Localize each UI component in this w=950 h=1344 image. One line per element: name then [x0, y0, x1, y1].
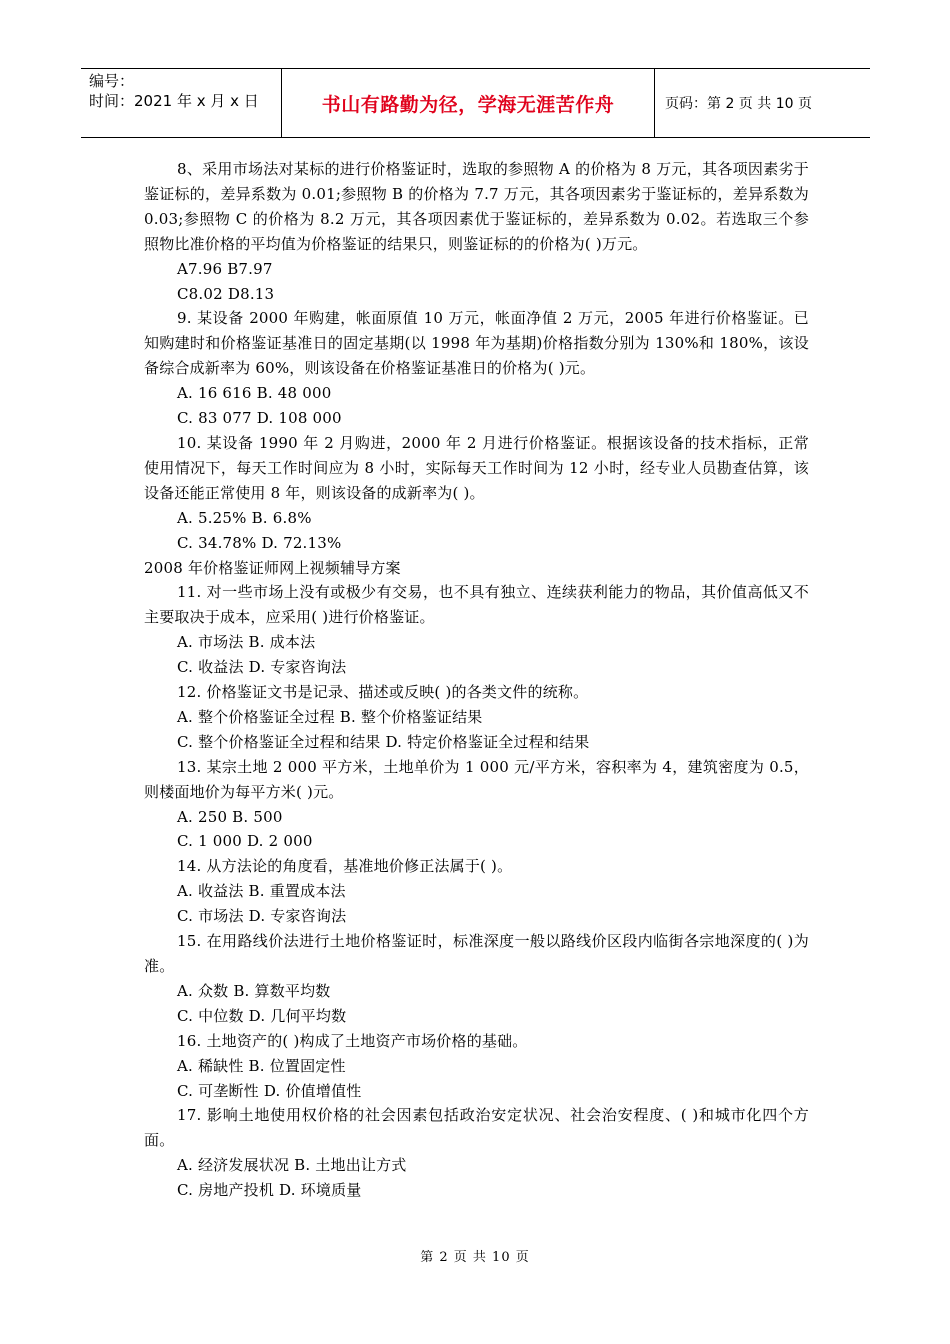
- document-body: [144, 157, 809, 1203]
- question-text: 17. 影响土地使用权价格的社会因素包括政治安定状况、社会治安程度、( )和城市化四个方面。: [144, 1106, 809, 1150]
- answer-options: C. 34.78% D. 72.13%: [177, 533, 342, 552]
- question-text: 12. 价格鉴证文书是记录、描述或反映( )的各类文件的统称。: [177, 683, 589, 702]
- question-text: 13. 某宗土地 2 000 平方米，土地单价为 1 000 元/平方米，容积率为 4，建筑密度为 0.5，则楼面地价为每平方米( )元。: [144, 757, 809, 801]
- question-text: 11. 对一些市场上没有或极少有交易，也不具有独立、连续获利能力的物品，其价值高低又不主要取决于成本，应采用( )进行价格鉴证。: [144, 583, 809, 627]
- question-text: 9. 某设备 2000 年购建，帐面原值 10 万元，帐面净值 2 万元，2005 年进行价格鉴证。已知购建时和价格鉴证基准日的固定基期(以 1998 年为基期)价格指数分别为 130%和 180%，该设备综合成新率为 60%，则该设备在价格鉴证基准日的价格为( )元。: [144, 309, 809, 378]
- question-text: 16. 土地资产的( )构成了土地资产市场价格的基础。: [177, 1031, 528, 1050]
- answer-options: A. 稀缺性 B. 位置固定性: [177, 1056, 346, 1075]
- document-date: 时间：2021 年 x 月 x 日: [89, 92, 259, 110]
- answer-options: A. 5.25% B. 6.8%: [177, 508, 312, 527]
- answer-options: A. 16 616 B. 48 000: [177, 384, 332, 403]
- answer-options: C. 可垄断性 D. 价值增值性: [177, 1081, 362, 1100]
- section-note: 2008 年价格鉴证师网上视频辅导方案: [144, 558, 401, 577]
- answer-options: C. 收益法 D. 专家咨询法: [177, 658, 347, 677]
- answer-options: A. 收益法 B. 重置成本法: [177, 882, 346, 901]
- answer-options: C. 整个价格鉴证全过程和结果 D. 特定价格鉴证全过程和结果: [177, 732, 590, 751]
- header-motto: 书山有路勤为径，学海无涯苦作舟: [282, 69, 655, 137]
- question-text: 10. 某设备 1990 年 2 月购进，2000 年 2 月进行价格鉴证。根据该设备的技术指标，正常使用情况下，每天工作时间应为 8 小时，实际每天工作时间为 12 小时，经专业人员勘查估算，该设备还能正常使用 8 年，则该设备的成新率为( )。: [144, 433, 809, 502]
- page-header: [81, 68, 870, 138]
- answer-options: A7.96 B7.97: [177, 259, 273, 278]
- question-text: 8、采用市场法对某标的进行价格鉴证时，选取的参照物 A 的价格为 8 万元，其各项因素劣于鉴证标的，差异系数为 0.01;参照物 B 的价格为 7.7 万元，其各项因素劣于鉴证标的，差异系数为 0.03;参照物 C 的价格为 8.2 万元，其各项因素优于鉴证标的，差异系数为 0.02。若选取三个参照物比准价格的平均值为价格鉴证的结果只，则鉴证标的的价格为( )万元。: [144, 160, 809, 253]
- answer-options: A. 经济发展状况 B. 土地出让方式: [177, 1156, 407, 1175]
- page-footer: 第 2 页 共 10 页: [420, 1250, 530, 1265]
- answer-options: A. 众数 B. 算数平均数: [177, 981, 331, 1000]
- question-text: 14. 从方法论的角度看，基准地价修正法属于( )。: [177, 857, 513, 876]
- header-page-info: 页码：第 2 页 共 10 页: [665, 96, 812, 112]
- answer-options: C. 1 000 D. 2 000: [177, 832, 313, 851]
- answer-options: C. 中位数 D. 几何平均数: [177, 1006, 347, 1025]
- question-text: 15. 在用路线价法进行土地价格鉴证时，标准深度一般以路线价区段内临街各宗地深度的( )为准。: [144, 932, 809, 975]
- answer-options: A. 整个价格鉴证全过程 B. 整个价格鉴证结果: [177, 707, 483, 726]
- header-meta: [81, 69, 282, 137]
- answer-options: A. 市场法 B. 成本法: [177, 633, 316, 652]
- answer-options: C. 市场法 D. 专家咨询法: [177, 907, 347, 926]
- document-number-label: 编号：: [89, 72, 135, 90]
- answer-options: A. 250 B. 500: [177, 807, 283, 826]
- answer-options: C8.02 D8.13: [177, 284, 275, 303]
- answer-options: C. 房地产投机 D. 环境质量: [177, 1181, 362, 1200]
- answer-options: C. 83 077 D. 108 000: [177, 409, 342, 428]
